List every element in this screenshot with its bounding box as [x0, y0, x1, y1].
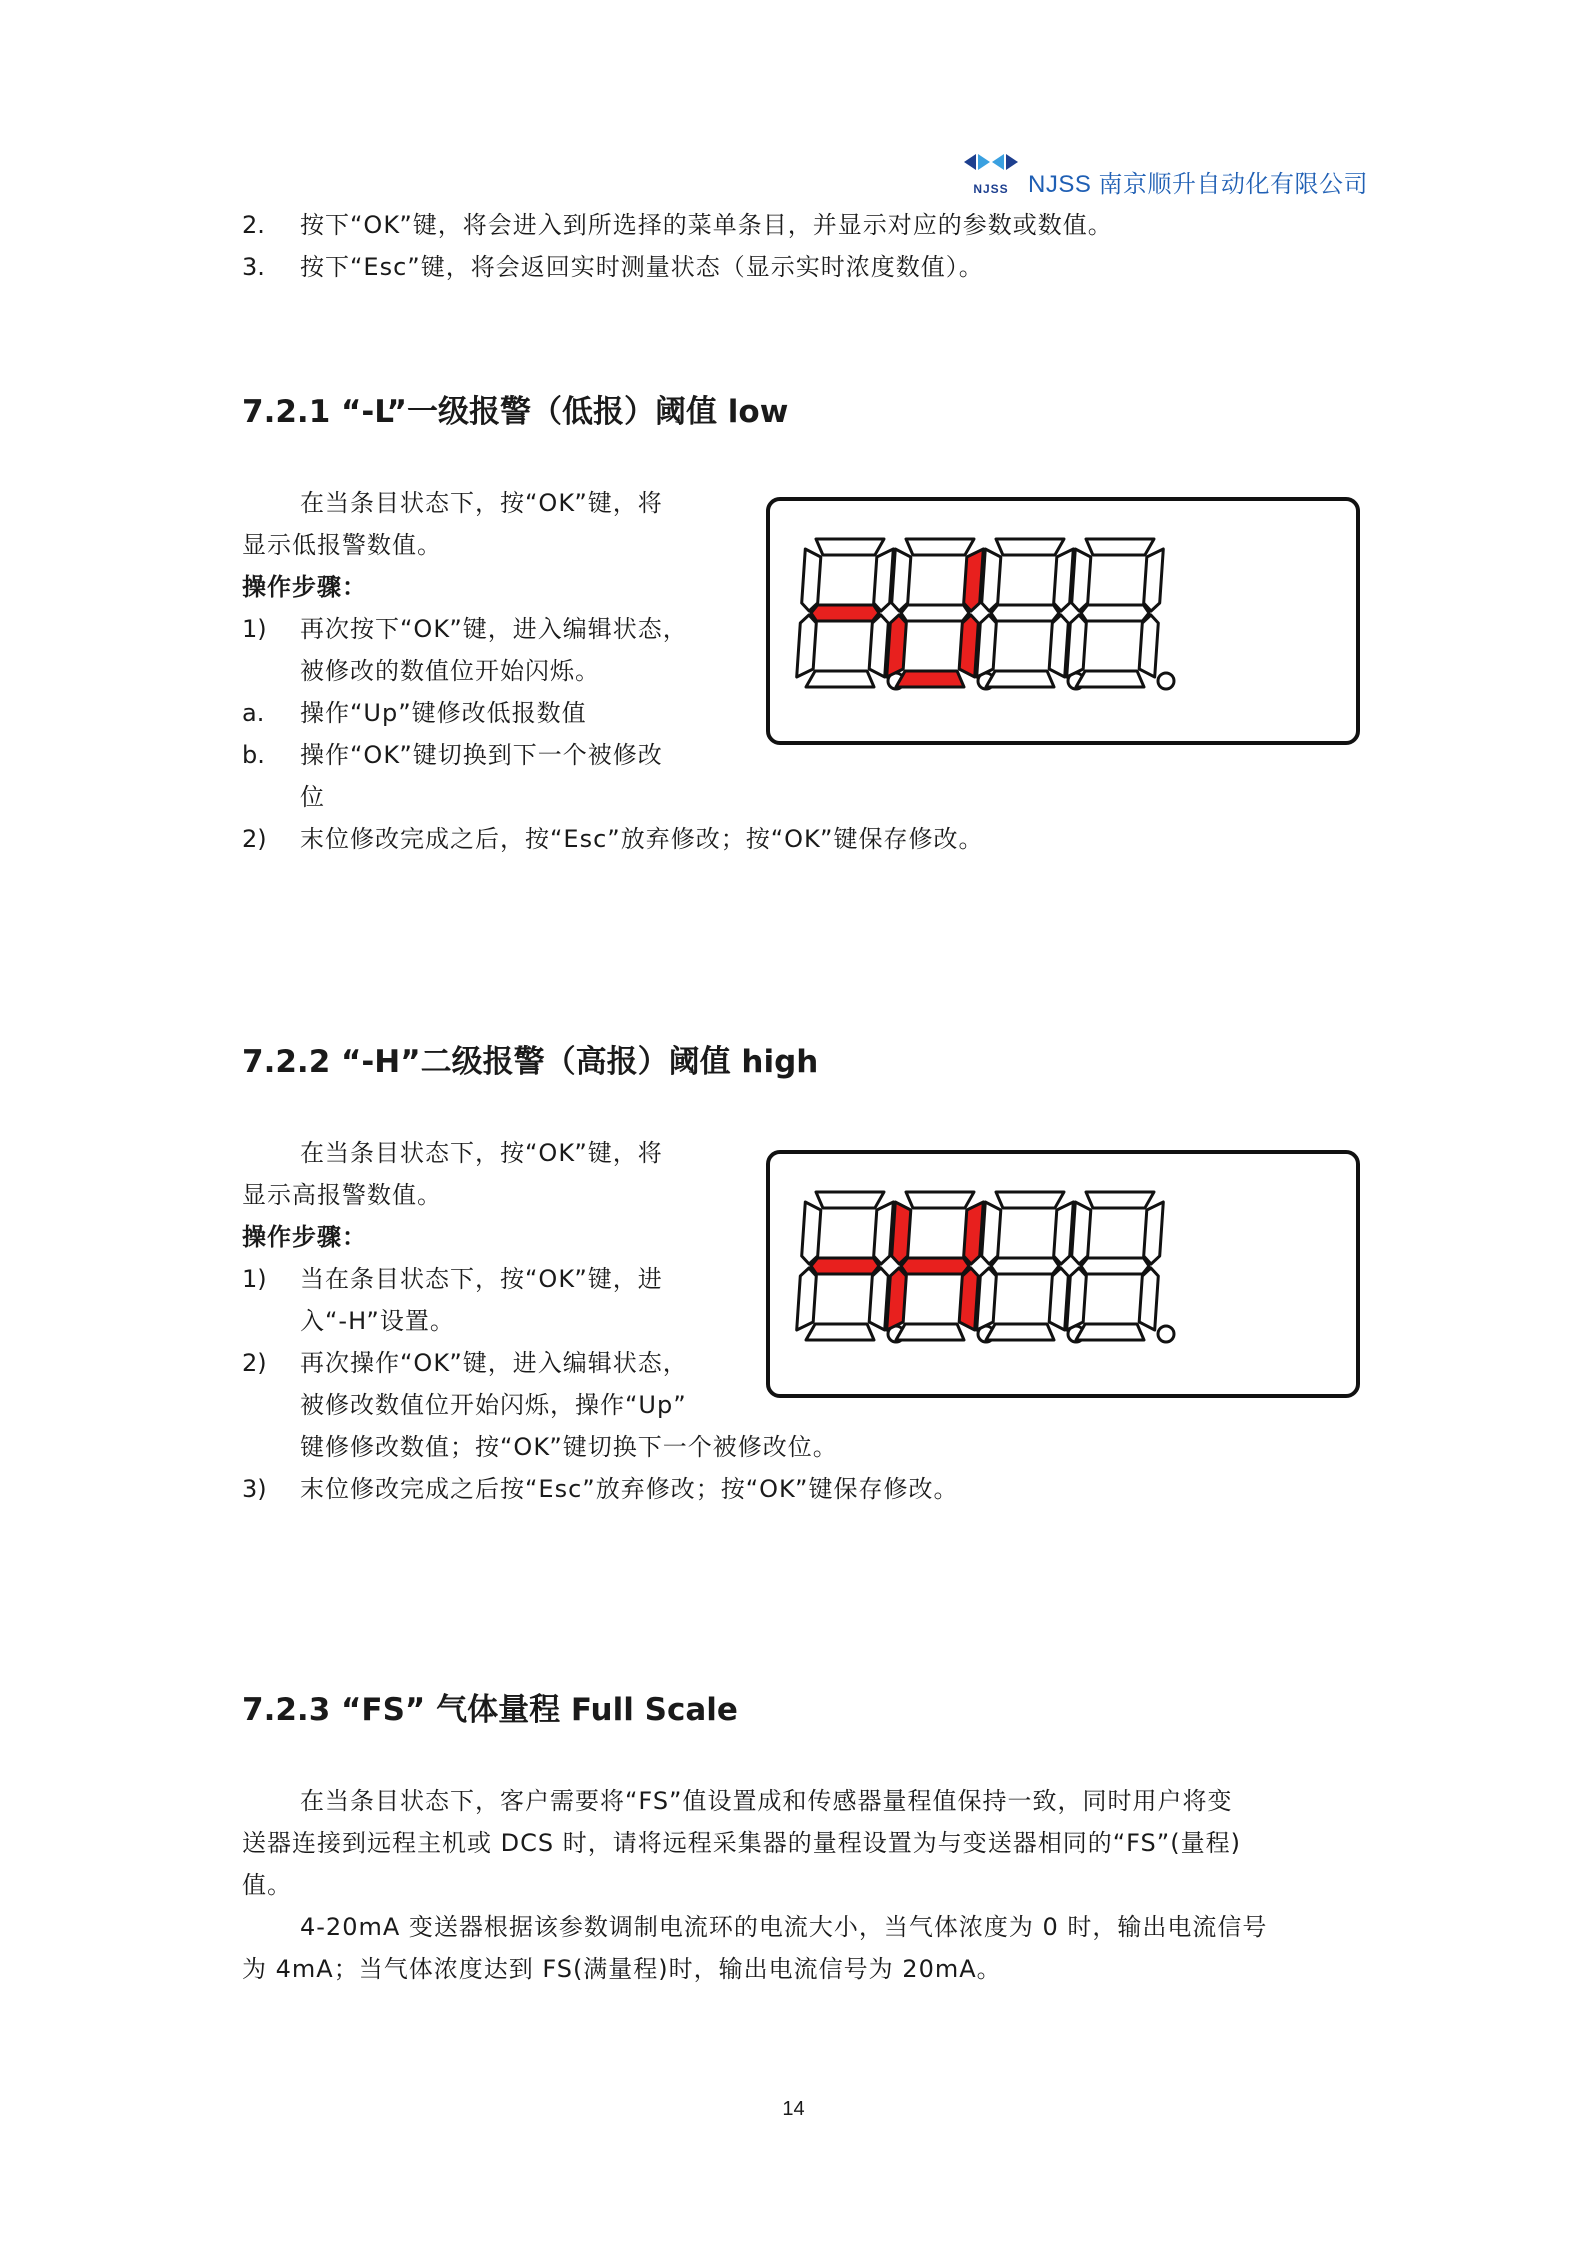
segment-g	[991, 1258, 1059, 1274]
segment-c	[869, 1268, 888, 1330]
segment-d	[896, 671, 964, 687]
s1-step-number: 2)	[242, 825, 267, 853]
s2-step-number: 1)	[242, 1265, 267, 1293]
segment-a	[906, 539, 974, 555]
segment-f	[982, 549, 1001, 611]
segment-d	[1076, 1324, 1144, 1340]
s1-para-line: 在当条目状态下，按“OK”键，将	[300, 489, 663, 517]
segment-g	[811, 605, 879, 621]
seven-segment-display	[770, 501, 1356, 741]
intro-item-text: 按下“OK”键，将会进入到所选择的菜单条目，并显示对应的参数或数值。	[300, 211, 1113, 239]
s2-step-text: 被修改数值位开始闪烁，操作“Up”	[300, 1391, 687, 1419]
segment-a	[1086, 539, 1154, 555]
s3-para-line: 4-20mA 变送器根据该参数调制电流环的电流大小，当气体浓度为 0 时，输出电流信号	[300, 1913, 1268, 1941]
s1-step-text: 再次按下“OK”键，进入编辑状态，	[300, 615, 688, 643]
segment-g	[1081, 605, 1149, 621]
s2-step-number: 2)	[242, 1349, 267, 1377]
segment-f	[802, 1202, 821, 1264]
page-header	[962, 152, 1368, 196]
intro-item-text: 按下“Esc”键，将会返回实时测量状态（显示实时浓度数值）。	[300, 253, 984, 281]
intro-item-number: 2.	[242, 211, 265, 239]
s3-para-line: 为 4mA；当气体浓度达到 FS(满量程)时，输出电流信号为 20mA。	[242, 1955, 1002, 1983]
s1-step-text: 末位修改完成之后，按“Esc”放弃修改；按“OK”键保存修改。	[300, 825, 984, 853]
company-name: NJSS 南京顺升自动化有限公司	[1028, 170, 1369, 198]
segment-e	[1067, 1268, 1087, 1330]
segment-d	[896, 1324, 964, 1340]
segment-a	[816, 539, 884, 555]
s2-step-text: 键修修改数值；按“OK”键切换下一个被修改位。	[300, 1433, 838, 1461]
segment-c	[1049, 1268, 1068, 1330]
seven-segment-display	[770, 1154, 1356, 1394]
s1-sub-text: 操作“OK”键切换到下一个被修改	[300, 741, 663, 769]
segment-g	[901, 1258, 969, 1274]
segment-c	[1049, 615, 1068, 677]
segment-d	[806, 671, 874, 687]
s1-step-text: 被修改的数值位开始闪烁。	[300, 657, 600, 685]
segment-a	[996, 539, 1064, 555]
segment-e	[977, 1268, 997, 1330]
decimal-point	[1158, 1326, 1174, 1342]
s2-step-text: 当在条目状态下，按“OK”键，进	[300, 1265, 663, 1293]
s2-steps-label: 操作步骤：	[242, 1223, 367, 1251]
segment-b	[1144, 1202, 1164, 1264]
s3-para-line: 送器连接到远程主机或 DCS 时，请将远程采集器的量程设置为与变送器相同的“FS”(量程)	[242, 1829, 1241, 1857]
segment-g	[811, 1258, 879, 1274]
s2-para-line: 显示高报警数值。	[242, 1181, 442, 1209]
segment-e	[1067, 615, 1087, 677]
led-display-low	[766, 497, 1360, 745]
segment-e	[887, 1268, 907, 1330]
segment-b	[1144, 549, 1164, 611]
s1-steps-label: 操作步骤：	[242, 573, 367, 601]
s1-sub-text: 操作“Up”键修改低报数值	[300, 699, 587, 727]
segment-d	[1076, 671, 1144, 687]
logo-text: NJSS	[973, 182, 1009, 196]
logo-icon	[962, 152, 1020, 182]
s1-sub-number: b.	[242, 741, 265, 769]
s2-para-line: 在当条目状态下，按“OK”键，将	[300, 1139, 663, 1167]
segment-f	[982, 1202, 1001, 1264]
page-number: 14	[782, 2098, 805, 2120]
segment-d	[986, 671, 1054, 687]
segment-a	[1086, 1192, 1154, 1208]
section-title-low: 7.2.1 “-L”一级报警（低报）阈值 low	[242, 394, 789, 430]
s2-step-text: 入“-H”设置。	[300, 1307, 455, 1335]
s2-step-text: 末位修改完成之后按“Esc”放弃修改；按“OK”键保存修改。	[300, 1475, 959, 1503]
segment-c	[959, 615, 978, 677]
segment-e	[977, 615, 997, 677]
company-logo	[962, 152, 1020, 196]
section-title-high: 7.2.2 “-H”二级报警（高报）阈值 high	[242, 1044, 819, 1080]
s3-para-line: 在当条目状态下，客户需要将“FS”值设置成和传感器量程值保持一致，同时用户将变	[300, 1787, 1233, 1815]
segment-f	[1072, 1202, 1091, 1264]
decimal-point	[1158, 673, 1174, 689]
segment-c	[1139, 615, 1158, 677]
segment-f	[1072, 549, 1091, 611]
s1-para-line: 显示低报警数值。	[242, 531, 442, 559]
segment-c	[1139, 1268, 1158, 1330]
s1-step-number: 1)	[242, 615, 267, 643]
s3-para-line: 值。	[242, 1871, 292, 1899]
s1-sub-number: a.	[242, 699, 265, 727]
s2-step-text: 再次操作“OK”键，进入编辑状态，	[300, 1349, 688, 1377]
s1-sub-text: 位	[300, 783, 325, 811]
segment-f	[892, 1202, 911, 1264]
display-digit-4	[1067, 1192, 1174, 1342]
segment-f	[892, 549, 911, 611]
segment-e	[887, 615, 907, 677]
segment-e	[797, 1268, 817, 1330]
s2-step-number: 3)	[242, 1475, 267, 1503]
segment-d	[986, 1324, 1054, 1340]
intro-item-number: 3.	[242, 253, 265, 281]
segment-a	[906, 1192, 974, 1208]
segment-c	[869, 615, 888, 677]
segment-c	[959, 1268, 978, 1330]
segment-f	[802, 549, 821, 611]
segment-g	[1081, 1258, 1149, 1274]
segment-g	[901, 605, 969, 621]
led-display-high	[766, 1150, 1360, 1398]
segment-a	[996, 1192, 1064, 1208]
segment-d	[806, 1324, 874, 1340]
display-digit-4	[1067, 539, 1174, 689]
segment-a	[816, 1192, 884, 1208]
section-title-fs: 7.2.3 “FS” 气体量程 Full Scale	[242, 1692, 738, 1728]
segment-g	[991, 605, 1059, 621]
segment-e	[797, 615, 817, 677]
